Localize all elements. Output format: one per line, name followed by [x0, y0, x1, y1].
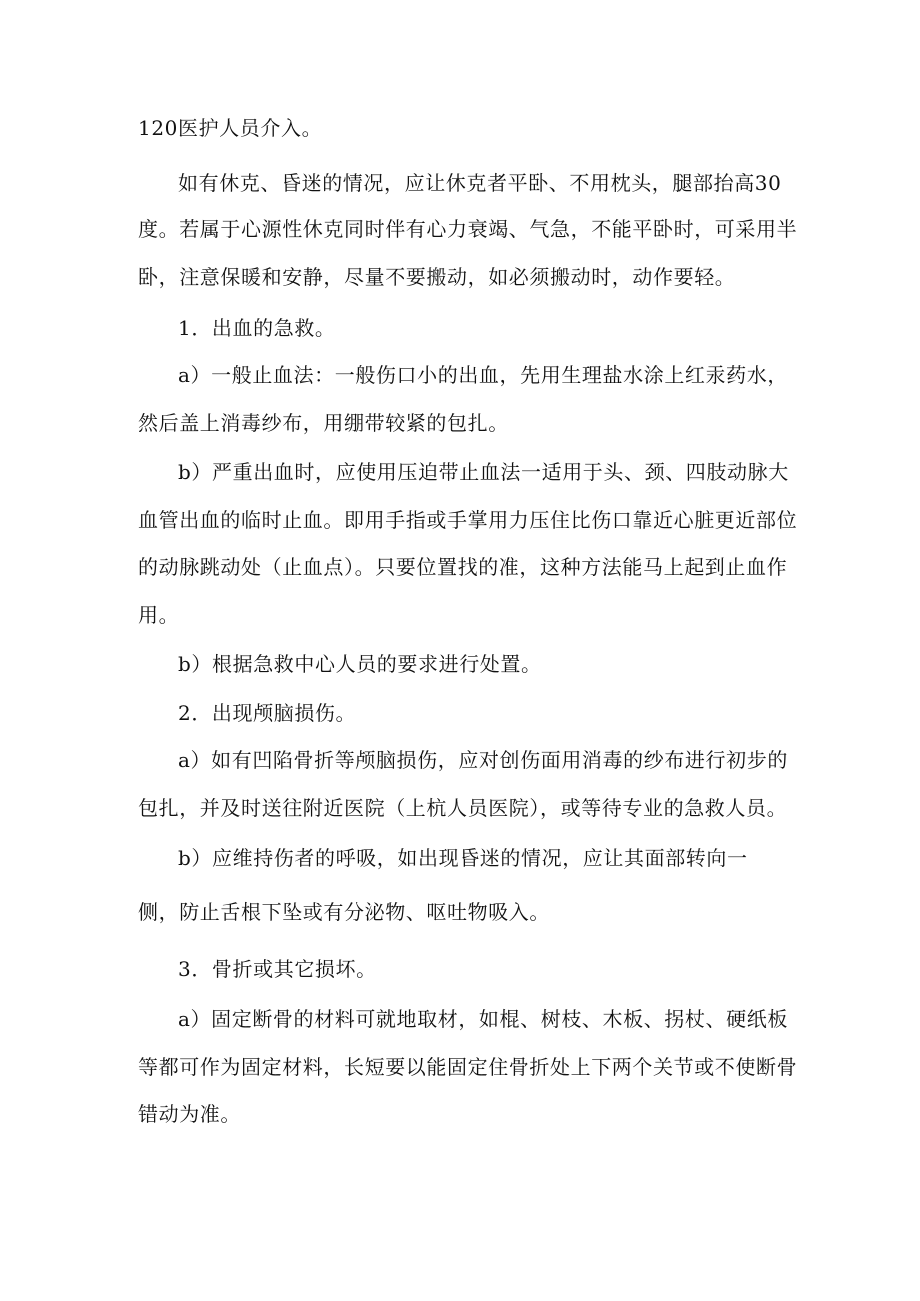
text-line: a）一般止血法：一般伤口小的出血，先用生理盐水涂上红汞药水， [178, 363, 788, 387]
text-line: 度。若属于心源性休克同时伴有心力衰竭、气急，不能平卧时，可采用半 [138, 217, 798, 241]
text-line: 如有休克、昏迷的情况，应让休克者平卧、不用枕头，腿部抬高30 [178, 171, 782, 195]
text-line: 2．出现颅脑损伤。 [178, 701, 357, 725]
text-line: 侧，防止舌根下坠或有分泌物、呕吐物吸入。 [138, 900, 550, 924]
text-line: a）如有凹陷骨折等颅脑损伤，应对创伤面用消毒的纱布进行初步的 [178, 748, 788, 772]
text-line: 120医护人员介入。 [138, 116, 323, 140]
text-line: a）固定断骨的材料可就地取材，如棍、树枝、木板、拐杖、硬纸板 [178, 1007, 788, 1031]
text-line: 用。 [138, 603, 180, 627]
text-line: b）应维持伤者的呼吸，如出现昏迷的情况，应让其面部转向一 [178, 846, 748, 870]
text-line: b）根据急救中心人员的要求进行处置。 [178, 652, 542, 676]
text-line: 卧，注意保暖和安静，尽量不要搬动，如必须搬动时，动作要轻。 [138, 265, 736, 289]
text-line: 然后盖上消毒纱布，用绷带较紧的包扎。 [138, 411, 509, 435]
text-line: 包扎，并及时送往附近医院（上杭人员医院），或等待专业的急救人员。 [138, 796, 788, 820]
text-line: 3．骨折或其它损坏。 [178, 957, 377, 981]
text-line: 等都可作为固定材料，长短要以能固定住骨折处上下两个关节或不使断骨 [138, 1055, 798, 1079]
text-line: b）严重出血时，应使用压迫带止血法一适用于头、颈、四肢动脉大 [178, 460, 789, 484]
text-line: 错动为准。 [138, 1102, 241, 1126]
text-line: 血管出血的临时止血。即用手指或手掌用力压住比伤口靠近心脏更近部位 [138, 508, 798, 532]
text-line: 1．出血的急救。 [178, 316, 336, 340]
text-line: 的动脉跳动处（止血点）。只要位置找的准，这种方法能马上起到止血作 [138, 555, 788, 579]
